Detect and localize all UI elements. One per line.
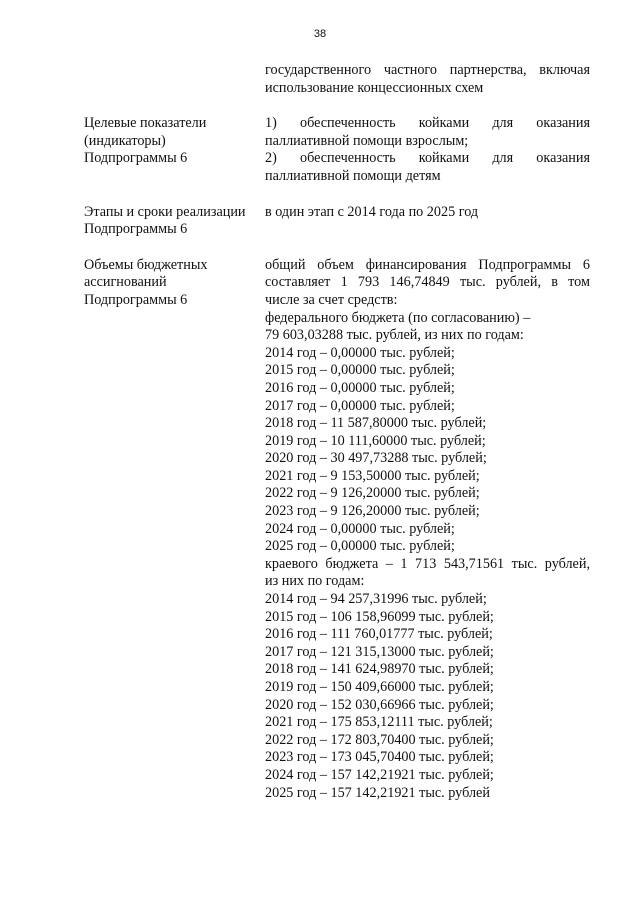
row-content [265, 62, 590, 97]
content-line: числе за счет средств: [265, 291, 398, 308]
content-line: паллиативной помощи детям [265, 167, 441, 184]
row-content [265, 204, 590, 239]
content-line: 2025 год – 0,00000 тыс. рублей; [265, 538, 455, 555]
content-line: 2014 год – 94 257,31996 тыс. рублей; [265, 591, 487, 608]
row-stages-and-terms [84, 204, 590, 239]
content-line: 2016 год – 111 760,01777 тыс. рублей; [265, 626, 493, 643]
content-line: 2017 год – 121 315,13000 тыс. рублей; [265, 643, 494, 660]
content-line: 2024 год – 0,00000 тыс. рублей; [265, 520, 455, 537]
label-line: ассигнований [84, 274, 167, 291]
content-line: паллиативной помощи взрослым; [265, 132, 469, 149]
content-line: 1) обеспеченность койками для оказания [265, 115, 590, 132]
content-line: 2022 год – 9 126,20000 тыс. рублей; [265, 485, 480, 502]
label-line: Подпрограммы 6 [84, 221, 188, 238]
label-line: Объемы бюджетных [84, 256, 208, 273]
content-line: 2021 год – 175 853,12111 тыс. рублей; [265, 714, 493, 731]
label-line: Этапы и сроки реализации [84, 203, 246, 220]
row-target-indicators [84, 115, 590, 185]
content-line: 2014 год – 0,00000 тыс. рублей; [265, 344, 455, 361]
row-content [265, 115, 590, 185]
row-budget-allocations [84, 257, 590, 802]
content-line: общий объем финансирования Подпрограммы 6 [265, 256, 590, 273]
row-label [84, 115, 265, 185]
row-label [84, 62, 265, 97]
content-line: 79 603,03288 тыс. рублей, из них по годам: [265, 327, 524, 344]
content-line: 2015 год – 106 158,96099 тыс. рублей; [265, 608, 494, 625]
content-line: составляет 1 793 146,74849 тыс. рублей, в том [265, 274, 590, 291]
content-line: 2019 год – 10 111,60000 тыс. рублей; [265, 432, 486, 449]
content-line: 2020 год – 30 497,73288 тыс. рублей; [265, 450, 487, 467]
content-line: 2024 год – 157 142,21921 тыс. рублей; [265, 766, 494, 783]
row-content [265, 257, 590, 802]
page-number: 38 [313, 28, 327, 40]
content-line: федерального бюджета (по согласованию) – [265, 309, 531, 326]
content-line: 2018 год – 11 587,80000 тыс. рублей; [265, 415, 487, 432]
content-line: из них по годам: [265, 573, 365, 590]
content-line: 2016 год – 0,00000 тыс. рублей; [265, 379, 455, 396]
label-line: Целевые показатели [84, 115, 207, 132]
content-line: 2) обеспеченность койками для оказания [265, 150, 590, 167]
row-label [84, 204, 265, 239]
passport-table [84, 62, 590, 802]
content-line: 2022 год – 172 803,70400 тыс. рублей; [265, 731, 494, 748]
row-label [84, 257, 265, 802]
content-line: в один этап с 2014 года по 2025 год [265, 203, 479, 220]
content-line: 2020 год – 152 030,66966 тыс. рублей; [265, 696, 494, 713]
content-line: 2023 год – 9 126,20000 тыс. рублей; [265, 503, 480, 520]
content-line: 2021 год – 9 153,50000 тыс. рублей; [265, 467, 480, 484]
content-line: 2015 год – 0,00000 тыс. рублей; [265, 362, 455, 379]
content-line: 2023 год – 173 045,70400 тыс. рублей; [265, 749, 494, 766]
content-line: использование концессионных схем [265, 79, 484, 96]
content-line: государственного частного партнерства, включая [265, 62, 590, 78]
label-line: (индикаторы) [84, 132, 166, 149]
row-partnership-continuation [84, 62, 590, 97]
content-line: 2025 год – 157 142,21921 тыс. рублей [265, 784, 490, 801]
content-line: 2019 год – 150 409,66000 тыс. рублей; [265, 679, 494, 695]
content-line: 2017 год – 0,00000 тыс. рублей; [265, 397, 455, 414]
label-line: Подпрограммы 6 [84, 150, 188, 167]
content-line: краевого бюджета – 1 713 543,71561 тыс. рублей, [265, 555, 590, 572]
content-line: 2018 год – 141 624,98970 тыс. рублей; [265, 661, 494, 678]
label-line: Подпрограммы 6 [84, 291, 188, 308]
